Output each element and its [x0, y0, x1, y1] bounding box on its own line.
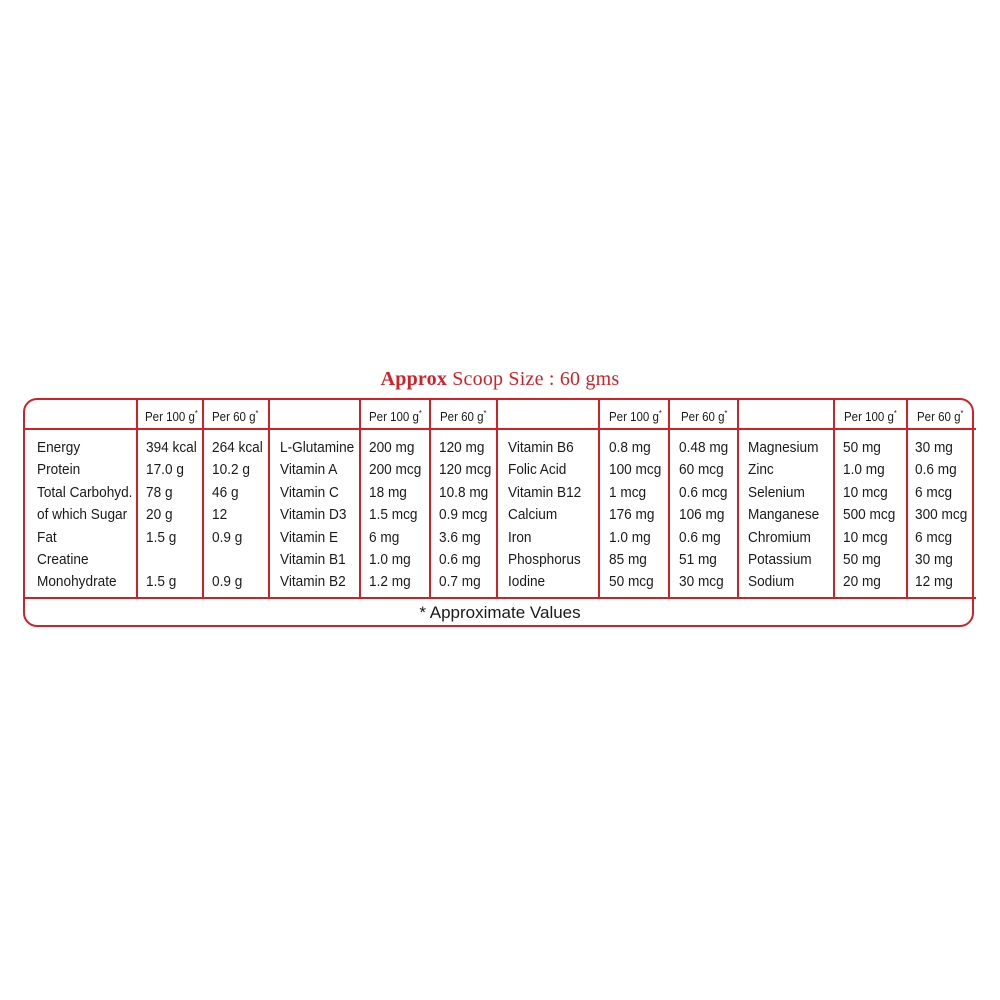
per60-value: 12	[212, 507, 228, 524]
per100-value: 500 mcg	[843, 507, 896, 524]
per100-value: 1 mcg	[609, 484, 647, 501]
per100-value: 10 mcg	[843, 484, 888, 501]
nutrient-name-column	[748, 437, 819, 594]
nutrient-name: Total Carbohyd.	[37, 484, 133, 501]
per60-value: 51 mg	[679, 551, 717, 568]
column-divider	[359, 400, 361, 598]
nutrient-name: Iodine	[508, 574, 546, 591]
nutrient-name: Protein	[37, 462, 81, 479]
per100-value: 1.0 mg	[843, 462, 885, 479]
nutrient-name: Folic Acid	[508, 462, 567, 479]
column-divider	[429, 400, 431, 598]
nutrient-name: Vitamin C	[280, 484, 339, 501]
per60-value: 0.6 mg	[915, 462, 957, 479]
nutrient-name: Iron	[508, 529, 532, 546]
per60-value: 0.6 mg	[439, 551, 481, 568]
per100-value: 20 g	[146, 507, 173, 524]
per60-value: 30 mg	[915, 440, 953, 456]
per100-value: 200 mg	[369, 440, 415, 456]
nutrient-name: Monohydrate	[37, 574, 117, 591]
column-divider	[136, 400, 138, 598]
per60-value: 12 mg	[915, 574, 953, 591]
column-divider	[737, 400, 739, 598]
header-per-60g: Per 60 g*	[917, 409, 964, 425]
per60-value: 30 mcg	[679, 574, 724, 591]
nutrient-name: Vitamin B12	[508, 484, 582, 501]
per60-value: 120 mg	[439, 440, 485, 456]
per60-value: 10.2 g	[212, 462, 250, 479]
per60-value: 10.8 mg	[439, 484, 489, 501]
per60-value: 6 mcg	[915, 484, 953, 501]
column-divider	[268, 400, 270, 598]
per100-value: 1.0 mg	[609, 529, 651, 546]
approximate-values-footnote: * Approximate Values	[419, 603, 581, 622]
per100-value-column	[369, 437, 421, 594]
per100-value: 394 kcal	[146, 440, 197, 456]
nutrient-name-column	[37, 437, 132, 594]
per60-value-column	[915, 437, 967, 594]
nutrient-name: Energy	[37, 440, 81, 456]
column-divider	[202, 400, 204, 598]
nutrient-name: Vitamin D3	[280, 507, 347, 524]
per60-value-column	[439, 437, 491, 594]
per60-value: 30 mg	[915, 551, 953, 568]
per100-value: 50 mg	[843, 440, 881, 456]
per60-value-column	[212, 437, 263, 594]
per100-value: 17.0 g	[146, 462, 184, 479]
per100-value: 176 mg	[609, 507, 655, 524]
per100-value: 1.5 g	[146, 574, 177, 591]
nutrient-name: Vitamin A	[280, 462, 338, 479]
title-bold: Approx	[380, 368, 448, 390]
column-divider	[496, 400, 498, 598]
per100-value: 1.0 mg	[369, 551, 411, 568]
per60-value-column	[679, 437, 728, 594]
per60-value: 0.9 g	[212, 529, 243, 546]
nutrient-name: Zinc	[748, 462, 774, 479]
per100-value: 85 mg	[609, 551, 647, 568]
per60-value: 0.48 mg	[679, 440, 729, 456]
per100-value	[146, 549, 197, 571]
nutrient-name-column	[508, 437, 581, 594]
per100-value: 50 mcg	[609, 574, 654, 591]
nutrient-name: Vitamin E	[280, 529, 339, 546]
nutrient-name: Chromium	[748, 529, 811, 546]
nutrient-name: Magnesium	[748, 440, 819, 456]
per100-value: 1.5 g	[146, 529, 177, 546]
nutrient-name: Vitamin B1	[280, 551, 346, 568]
nutrient-name: Sodium	[748, 574, 795, 591]
per60-value: 0.6 mg	[679, 529, 721, 546]
nutrient-name: Creatine	[37, 551, 89, 568]
per60-value: 0.7 mg	[439, 574, 481, 591]
per60-value: 120 mcg	[439, 462, 492, 479]
per60-value: 300 mcg	[915, 507, 968, 524]
header-per-100g: Per 100 g*	[369, 409, 422, 425]
per100-value: 10 mcg	[843, 529, 888, 546]
per60-value: 46 g	[212, 484, 239, 501]
nutrient-name: Selenium	[748, 484, 805, 501]
per60-value: 3.6 mg	[439, 529, 481, 546]
nutrient-name: L-Glutamine	[280, 440, 355, 456]
nutrient-name: Vitamin B6	[508, 440, 574, 456]
per60-value: 106 mg	[679, 507, 725, 524]
per100-value: 50 mg	[843, 551, 881, 568]
per100-value: 200 mcg	[369, 462, 422, 479]
per60-value: 0.9 mcg	[439, 507, 488, 524]
per60-value: 264 kcal	[212, 440, 263, 456]
per100-value-column	[609, 437, 661, 594]
per60-value: 0.9 g	[212, 574, 243, 591]
per100-value-column	[146, 437, 197, 594]
header-per-60g: Per 60 g*	[681, 409, 728, 425]
per100-value-column	[843, 437, 895, 594]
nutrient-name: Manganese	[748, 507, 820, 524]
header-per-60g: Per 60 g*	[212, 409, 259, 425]
per60-value: 6 mcg	[915, 529, 953, 546]
per60-value	[212, 549, 263, 571]
nutrient-name-column	[280, 437, 354, 594]
per100-value: 20 mg	[843, 574, 881, 591]
nutrient-name: Vitamin B2	[280, 574, 346, 591]
per100-value: 78 g	[146, 484, 173, 501]
per60-value: 0.6 mcg	[679, 484, 728, 501]
nutrient-name: Phosphorus	[508, 551, 581, 568]
title-rest: Scoop Size : 60 gms	[447, 368, 620, 390]
header-per-100g: Per 100 g*	[609, 409, 662, 425]
header-per-60g: Per 60 g*	[440, 409, 487, 425]
per100-value: 100 mcg	[609, 462, 662, 479]
header-per-100g: Per 100 g*	[145, 409, 198, 425]
per100-value: 1.5 mcg	[369, 507, 418, 524]
per100-value: 0.8 mg	[609, 440, 651, 456]
nutrient-name: Fat	[37, 529, 57, 546]
nutrient-name: of which Sugar	[37, 507, 128, 524]
column-divider	[598, 400, 600, 598]
per60-value: 60 mcg	[679, 462, 724, 479]
table-title	[0, 368, 1000, 391]
column-divider	[833, 400, 835, 598]
per100-value: 1.2 mg	[369, 574, 411, 591]
per100-value: 18 mg	[369, 484, 407, 501]
per100-value: 6 mg	[369, 529, 400, 546]
nutrient-name: Potassium	[748, 551, 812, 568]
header-per-100g: Per 100 g*	[844, 409, 897, 425]
column-divider	[668, 400, 670, 598]
column-divider	[906, 400, 908, 598]
nutrient-name: Calcium	[508, 507, 558, 524]
